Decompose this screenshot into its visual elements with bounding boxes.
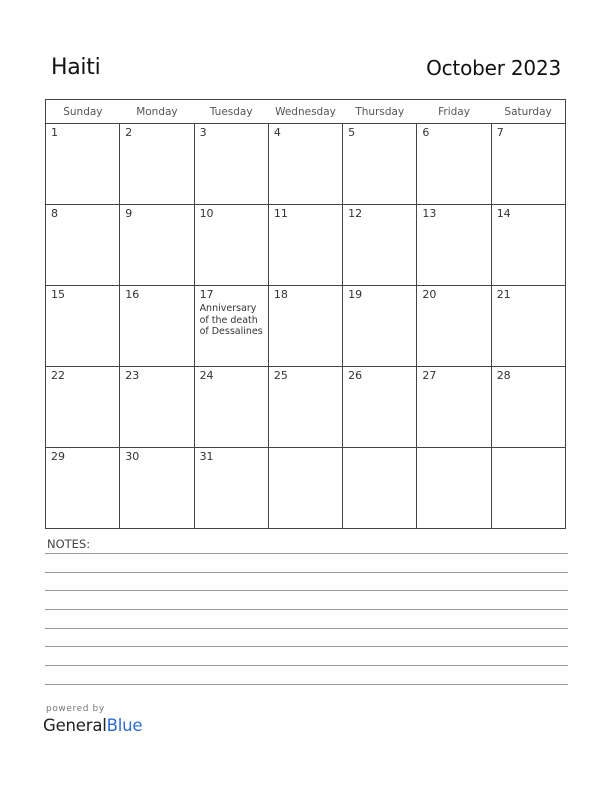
day-number: 11: [273, 207, 288, 220]
day-cell: [417, 124, 491, 205]
day-cell: [417, 448, 491, 529]
day-number: 1: [51, 126, 58, 139]
day-number: 10: [199, 207, 214, 220]
weekday-thursday: Thursday: [343, 100, 417, 124]
day-cell: [194, 205, 268, 286]
day-number: 2: [125, 126, 133, 139]
calendar-grid: [45, 99, 566, 529]
day-cell: [120, 205, 194, 286]
day-cell: [491, 124, 565, 205]
notes-label: NOTES:: [47, 537, 91, 551]
weekday-wednesday: Wednesday: [268, 100, 342, 124]
week-row: [46, 205, 566, 286]
day-cell: [491, 286, 565, 367]
note-line: [45, 684, 568, 685]
week-row: [46, 124, 566, 205]
brand-general: General: [43, 716, 107, 735]
day-cell: [268, 448, 342, 529]
note-line: [45, 590, 568, 591]
day-cell: [46, 448, 120, 529]
day-number: 3: [199, 126, 207, 139]
weekday-sunday: Sunday: [46, 100, 120, 124]
day-number: 20: [422, 288, 437, 301]
day-number: 8: [51, 207, 58, 220]
day-number: 27: [422, 369, 437, 382]
holiday-label: Anniversary of the death of Dessalines: [199, 303, 263, 337]
weekday-saturday: Saturday: [491, 100, 565, 124]
day-number: 5: [348, 126, 356, 139]
day-number: 26: [348, 369, 363, 382]
day-cell: [343, 367, 417, 448]
day-cell: [417, 286, 491, 367]
day-cell: [491, 448, 565, 529]
note-line: [45, 628, 568, 629]
day-cell: [268, 124, 342, 205]
day-number: 6: [422, 126, 430, 139]
day-cell: [268, 367, 342, 448]
weekday-monday: Monday: [120, 100, 194, 124]
day-number: 15: [51, 288, 65, 301]
day-number: 31: [199, 450, 214, 463]
day-cell: [491, 205, 565, 286]
day-number: 24: [199, 369, 214, 382]
month-year-title: October 2023: [426, 56, 561, 80]
country-title: Haiti: [51, 55, 101, 80]
day-number: 28: [496, 369, 511, 382]
day-cell: [491, 367, 565, 448]
day-number: 14: [496, 207, 511, 220]
day-number: 19: [348, 288, 363, 301]
day-number: 21: [496, 288, 511, 301]
note-line: [45, 572, 568, 573]
day-number: 7: [496, 126, 504, 139]
day-cell: [268, 205, 342, 286]
day-number: 4: [273, 126, 281, 139]
weekday-friday: Friday: [417, 100, 491, 124]
day-cell: [343, 124, 417, 205]
day-cell: [343, 286, 417, 367]
generalblue-logo: [43, 716, 142, 735]
note-line: [45, 665, 568, 666]
day-number: 12: [348, 207, 363, 220]
day-cell: [343, 205, 417, 286]
day-cell: [194, 448, 268, 529]
day-cell: [268, 286, 342, 367]
day-number: 29: [51, 450, 65, 463]
day-cell: [194, 367, 268, 448]
day-number: 17: [199, 288, 214, 301]
day-cell: [120, 448, 194, 529]
day-cell: [46, 286, 120, 367]
note-line: [45, 609, 568, 610]
week-row: [46, 448, 566, 529]
day-cell: [194, 286, 268, 367]
day-number: 23: [125, 369, 140, 382]
weekday-header-row: [46, 100, 566, 124]
day-cell: [120, 367, 194, 448]
weekday-tuesday: Tuesday: [194, 100, 268, 124]
day-number: 13: [422, 207, 437, 220]
day-number: 18: [273, 288, 288, 301]
day-cell: [343, 448, 417, 529]
day-cell: [120, 286, 194, 367]
day-cell: [417, 367, 491, 448]
week-row: [46, 367, 566, 448]
day-number: 22: [51, 369, 65, 382]
day-number: 25: [273, 369, 288, 382]
note-line: [45, 646, 568, 647]
week-row: [46, 286, 566, 367]
day-number: 30: [125, 450, 140, 463]
day-cell: [120, 124, 194, 205]
powered-by-text: powered by: [46, 704, 105, 714]
day-cell: [194, 124, 268, 205]
brand-blue: Blue: [106, 716, 143, 735]
day-cell: [417, 205, 491, 286]
day-cell: [46, 205, 120, 286]
note-line: [45, 553, 568, 554]
day-number: 9: [125, 207, 133, 220]
day-cell: [46, 124, 120, 205]
day-number: 16: [125, 288, 140, 301]
day-cell: [46, 367, 120, 448]
